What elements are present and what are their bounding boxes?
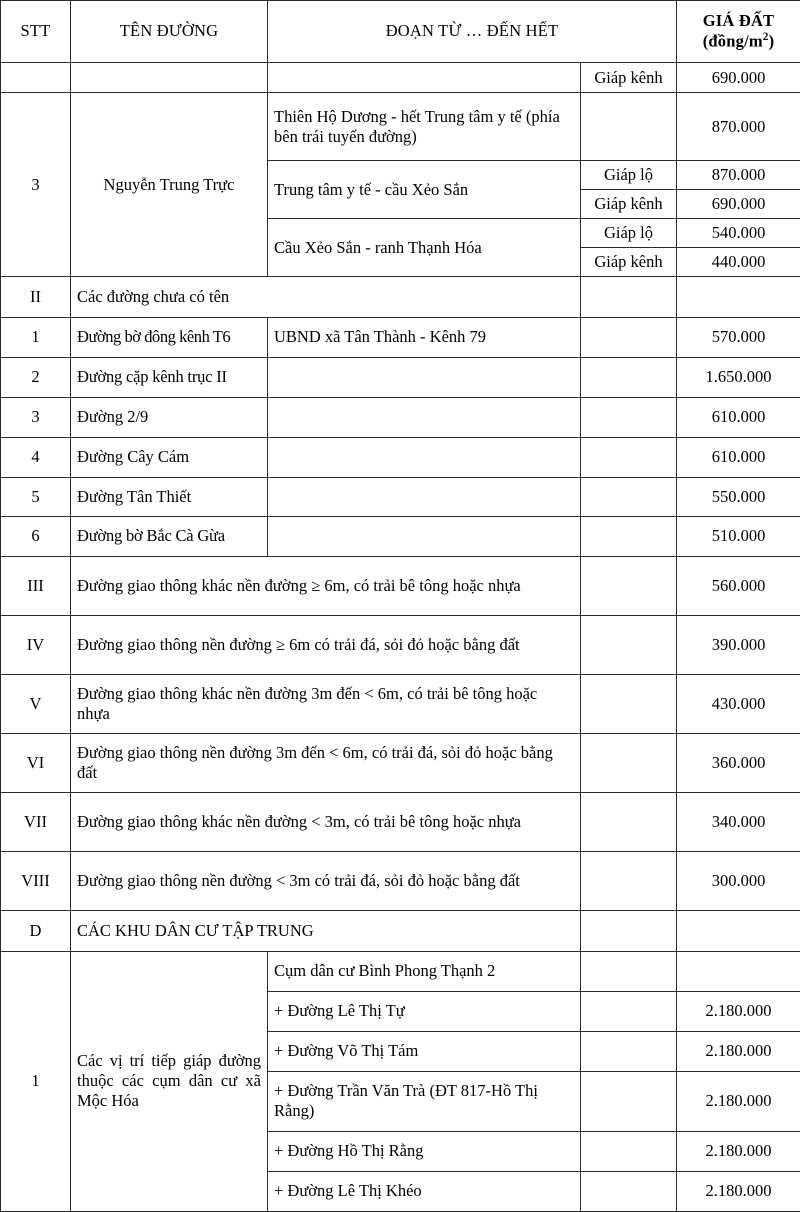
cell-price-empty: [677, 911, 800, 951]
cell-price: 2.180.000: [677, 1031, 800, 1071]
cell-position-empty: [581, 556, 677, 615]
cell-position-empty: [581, 793, 677, 852]
cell-price: 610.000: [677, 437, 800, 477]
cell-stt: 3: [1, 397, 71, 437]
cell-street-name: Đường cặp kênh trục II: [71, 357, 268, 397]
cell-position: Giáp lộ: [581, 219, 677, 248]
header-stt: STT: [1, 1, 71, 63]
cell-segment: Trung tâm y tế - cầu Xẻo Sắn: [268, 161, 581, 219]
cell-segment: [268, 516, 581, 556]
cell-stt: 3: [1, 93, 71, 277]
header-price-line2: [683, 31, 794, 52]
header-price-unit-post: ): [768, 31, 775, 51]
cell-street-name: Đường Cây Cám: [71, 437, 268, 477]
cell-position: [581, 317, 677, 357]
cell-class-description: Đường giao thông khác nền đường ≥ 6m, có trải bê tông hoặc nhựa: [71, 556, 581, 615]
cell-price: 690.000: [677, 63, 800, 93]
road-class-row: [1, 675, 800, 734]
cell-position: [581, 437, 677, 477]
table-row: [1, 951, 800, 991]
cell-price: 550.000: [677, 477, 800, 516]
cell-segment-empty: [268, 63, 581, 93]
cell-class-description: Đường giao thông nền đường 3m đến < 6m, có trải đá, sỏi đỏ hoặc bằng đất: [71, 734, 581, 793]
road-class-row: [1, 852, 800, 911]
cell-class-numeral: VI: [1, 734, 71, 793]
cell-class-numeral: V: [1, 675, 71, 734]
cell-position-empty: [581, 911, 677, 951]
table-row: [1, 437, 800, 477]
section-row-II: [1, 277, 800, 317]
cell-position-empty: [581, 615, 677, 674]
cell-street-name: Đường 2/9: [71, 397, 268, 437]
cell-position: [581, 991, 677, 1031]
cell-price: 2.180.000: [677, 1131, 800, 1171]
cell-class-numeral: III: [1, 556, 71, 615]
cell-price: 510.000: [677, 516, 800, 556]
cell-price: 560.000: [677, 556, 800, 615]
road-class-row: [1, 556, 800, 615]
table-row: [1, 477, 800, 516]
cell-position: [581, 516, 677, 556]
cell-class-numeral: IV: [1, 615, 71, 674]
cell-price: 300.000: [677, 852, 800, 911]
cell-price: 870.000: [677, 161, 800, 190]
cell-position: [581, 951, 677, 991]
cell-stt: 6: [1, 516, 71, 556]
cell-price: 2.180.000: [677, 1171, 800, 1211]
header-price-line1: GIÁ ĐẤT: [702, 11, 775, 31]
cell-price: 340.000: [677, 793, 800, 852]
table-row: [1, 516, 800, 556]
cell-segment: [268, 357, 581, 397]
cell-position: [581, 1171, 677, 1211]
cell-stt-empty: [1, 63, 71, 93]
road-class-row: [1, 734, 800, 793]
header-price-unit-sup: 2: [762, 31, 769, 44]
header-price: [677, 1, 800, 63]
cell-position: [581, 397, 677, 437]
cell-section-label: II: [1, 277, 71, 317]
cell-position: [581, 1071, 677, 1131]
cell-position: Giáp lộ: [581, 161, 677, 190]
cell-price: 540.000: [677, 219, 800, 248]
cell-position: [581, 1131, 677, 1171]
cell-class-description: Đường giao thông khác nền đường < 3m, có trải bê tông hoặc nhựa: [71, 793, 581, 852]
cell-segment: [268, 437, 581, 477]
cell-name-empty: [71, 63, 268, 93]
cell-price-empty: [677, 277, 800, 317]
road-class-row: [1, 615, 800, 674]
table-row: [1, 63, 800, 93]
cell-stt: 4: [1, 437, 71, 477]
cell-street-name: Đường bờ đông kênh T6: [71, 317, 268, 357]
cell-street-name: Các vị trí tiếp giáp đường thuộc các cụm dân cư xã Mộc Hóa: [71, 951, 268, 1212]
cell-stt: 1: [1, 951, 71, 1212]
cell-segment: Cụm dân cư Bình Phong Thạnh 2: [268, 951, 581, 991]
cell-price: 360.000: [677, 734, 800, 793]
header-street-name: TÊN ĐƯỜNG: [71, 1, 268, 63]
cell-class-numeral: VIII: [1, 852, 71, 911]
cell-class-description: Đường giao thông nền đường ≥ 6m có trải đá, sỏi đỏ hoặc bằng đất: [71, 615, 581, 674]
cell-price: 570.000: [677, 317, 800, 357]
cell-stt: 1: [1, 317, 71, 357]
cell-segment: + Đường Trần Văn Trà (ĐT 817-Hồ Thị Rằng): [268, 1071, 581, 1131]
cell-stt: 2: [1, 357, 71, 397]
cell-segment: Cầu Xẻo Sắn - ranh Thạnh Hóa: [268, 219, 581, 277]
cell-position: [581, 93, 677, 161]
cell-price: 870.000: [677, 93, 800, 161]
cell-segment: Thiên Hộ Dương - hết Trung tâm y tế (phía bên trái tuyến đường): [268, 93, 581, 161]
cell-class-description: Đường giao thông khác nền đường 3m đến < 6m, có trải bê tông hoặc nhựa: [71, 675, 581, 734]
header-price-unit-pre: (đồng/m: [702, 31, 763, 51]
table-header-row: [1, 1, 800, 63]
cell-segment: UBND xã Tân Thành - Kênh 79: [268, 317, 581, 357]
cell-position: Giáp kênh: [581, 63, 677, 93]
cell-price: [677, 951, 800, 991]
cell-class-description: Đường giao thông nền đường < 3m có trải đá, sỏi đỏ hoặc bằng đất: [71, 852, 581, 911]
cell-section-label: D: [1, 911, 71, 951]
cell-segment: [268, 397, 581, 437]
cell-price: 610.000: [677, 397, 800, 437]
header-segment: ĐOẠN TỪ … ĐẾN HẾT: [268, 1, 677, 63]
cell-price: 1.650.000: [677, 357, 800, 397]
road-class-row: [1, 793, 800, 852]
cell-position-empty: [581, 675, 677, 734]
cell-street-name: Đường Tân Thiết: [71, 477, 268, 516]
cell-stt: 5: [1, 477, 71, 516]
cell-segment: [268, 477, 581, 516]
cell-position: Giáp kênh: [581, 248, 677, 277]
cell-position-empty: [581, 277, 677, 317]
cell-segment: + Đường Võ Thị Tám: [268, 1031, 581, 1071]
cell-position-empty: [581, 852, 677, 911]
table-row: [1, 357, 800, 397]
cell-price: 390.000: [677, 615, 800, 674]
table-row: [1, 93, 800, 161]
cell-position: Giáp kênh: [581, 190, 677, 219]
section-row-D: [1, 911, 800, 951]
cell-price: 430.000: [677, 675, 800, 734]
cell-section-title: CÁC KHU DÂN CƯ TẬP TRUNG: [71, 911, 581, 951]
cell-segment: + Đường Lê Thị Khéo: [268, 1171, 581, 1211]
table-row: [1, 397, 800, 437]
cell-price: 2.180.000: [677, 1071, 800, 1131]
cell-street-name: Đường bờ Bắc Cà Gừa: [71, 516, 268, 556]
cell-price: 2.180.000: [677, 991, 800, 1031]
cell-position-empty: [581, 734, 677, 793]
cell-price: 690.000: [677, 190, 800, 219]
cell-segment: + Đường Lê Thị Tự: [268, 991, 581, 1031]
cell-position: [581, 477, 677, 516]
table-row: [1, 317, 800, 357]
cell-section-title: Các đường chưa có tên: [71, 277, 581, 317]
cell-price: 440.000: [677, 248, 800, 277]
cell-segment: + Đường Hồ Thị Rằng: [268, 1131, 581, 1171]
cell-class-numeral: VII: [1, 793, 71, 852]
cell-position: [581, 1031, 677, 1071]
cell-position: [581, 357, 677, 397]
cell-street-name: Nguyễn Trung Trực: [71, 93, 268, 277]
